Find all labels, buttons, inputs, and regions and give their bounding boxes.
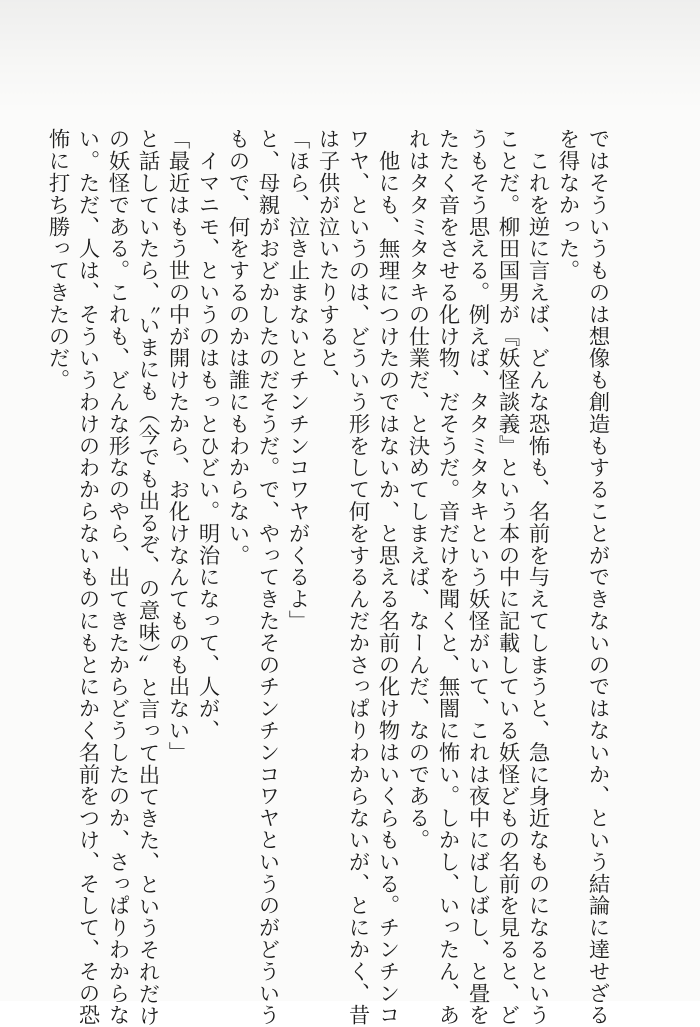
vertical-text-block	[42, 128, 612, 1027]
text-line: もので、何をするのかは誰にもわからない。	[225, 128, 250, 566]
text-line: は子供が泣いたりすると、	[315, 128, 340, 391]
text-line: これを逆に言えば、どんな恐怖も、名前を与えてしまうと、急に身近なものになるという	[525, 128, 550, 1026]
text-line: と、母親がおどかしたのだそうだ。で、やってきたそのチンチンコワヤというのがどういう	[255, 128, 280, 1026]
text-line: ワヤ、というのは、どういう形をして何をするんだかさっぱりわからないが、とにかく、昔	[345, 128, 370, 1026]
text-line: い。ただ、人は、そういうわけのわからないものにもとにかく名前をつけ、そして、その恐	[75, 128, 100, 1026]
text-line: 他にも、無理につけたのではないか、と思える名前の化け物はいくらもいる。チンチンコ	[375, 128, 400, 1026]
dialogue-line: 「ほら、泣き止まないとチンチンコワヤがくるよ」	[285, 128, 310, 632]
text-line: の妖怪である。これも、どんな形なのやら、出てきたからどうしたのか、さっぱりわからな	[105, 128, 130, 1026]
text-line: を得なかった。	[555, 128, 580, 282]
dialogue-line: 「最近はもう世の中が開けたから、お化けなんてものも出ない」	[165, 128, 190, 764]
text-line: れはタタミタタキの仕業だ、と決めてしまえば、なーんだ、なのである。	[405, 128, 430, 851]
text-line: うもそう思える。例えば、タタミタタキという妖怪がいて、これは夜中にばしばし、と畳を	[465, 128, 490, 1026]
text-line: イマニモ、というのはもっとひどい。明治になって、人が、	[195, 128, 220, 742]
text-line: と話していたら、〝いまにも（今でも出るぞ、の意味）〟と言って出てきた、というそれだけ	[135, 128, 160, 1027]
text-line: ことだ。柳田国男が『妖怪談義』という本の中に記載している妖怪どもの名前を見ると、ど	[495, 128, 520, 1026]
text-line: 怖に打ち勝ってきたのだ。	[45, 128, 70, 391]
text-line: たたく音をさせる化け物、だそうだ。音だけを聞くと、無闇に怖い。しかし、いったん、あ	[435, 128, 460, 1026]
text-line: ではそういうものは想像も創造もすることができないのではないか、という結論に達せざる	[585, 128, 610, 1026]
